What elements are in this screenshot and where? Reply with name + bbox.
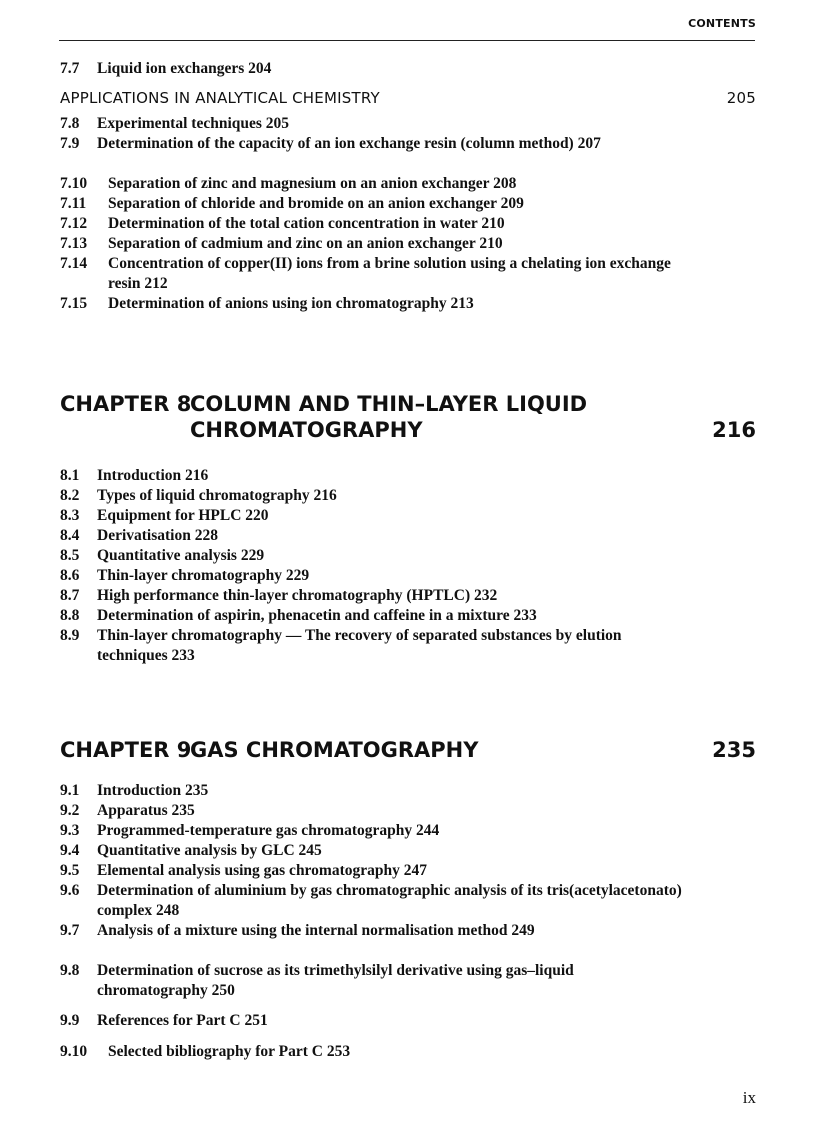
toc-entry-number: 9.4: [60, 842, 80, 859]
toc-entry-number: 9.5: [60, 862, 80, 879]
toc-entry-title: Determination of the total cation concentration in water 210: [108, 215, 505, 232]
toc-entry: [60, 294, 740, 314]
toc-entry-number: 7.11: [60, 195, 87, 212]
toc-entry: [60, 114, 740, 134]
toc-entry-title: Separation of cadmium and zinc on an anion exchanger 210: [108, 235, 503, 252]
toc-entry: [60, 194, 740, 214]
toc-entry: [60, 254, 680, 294]
toc-entry: [60, 921, 620, 941]
toc-entry: [60, 546, 740, 566]
toc-entry: [60, 134, 690, 154]
toc-entry: [60, 526, 740, 546]
toc-entry-number: 8.3: [60, 507, 80, 524]
page-number: ix: [742, 1088, 756, 1107]
toc-entry: [60, 841, 740, 861]
toc-entry-title: Thin-layer chromatography — The recovery of separated substances by elution techniques 233: [97, 627, 622, 664]
toc-entry: [60, 801, 740, 821]
toc-entry-number: 8.9: [60, 627, 80, 644]
toc-entry-title: Types of liquid chromatography 216: [97, 487, 337, 504]
toc-entry: [60, 486, 740, 506]
toc-entry-title: Introduction 216: [97, 467, 209, 484]
toc-entry-number: 8.1: [60, 467, 80, 484]
chapter-title: COLUMN AND THIN–LAYER LIQUID CHROMATOGRAPHY: [190, 392, 588, 442]
toc-entry-number: 8.5: [60, 547, 80, 564]
toc-entry-title: Concentration of copper(II) ions from a brine solution using a chelating ion exchange resin 212: [108, 255, 671, 292]
toc-entry-number: 7.8: [60, 115, 80, 132]
toc-entry: [60, 606, 740, 626]
section-heading: [60, 88, 756, 108]
toc-entry: [60, 1042, 740, 1062]
toc-entry-number: 9.6: [60, 882, 80, 899]
section-heading-page: 205: [726, 89, 756, 107]
toc-entry-title: Determination of sucrose as its trimethylsilyl derivative using gas–liquid chromatography 250: [97, 962, 574, 999]
toc-entry-title: Determination of aluminium by gas chromatographic analysis of its tris(acetylacetonato) complex 248: [97, 882, 682, 919]
toc-entry: [60, 881, 710, 921]
toc-entry: [60, 214, 740, 234]
toc-entry-number: 7.10: [60, 175, 88, 192]
toc-entry-title: References for Part C 251: [97, 1012, 268, 1029]
toc-entry-number: 7.14: [60, 255, 88, 272]
toc-entry-number: 9.10: [60, 1043, 88, 1060]
toc-entry: [60, 781, 740, 801]
toc-entry: [60, 586, 740, 606]
toc-entry-number: 9.7: [60, 922, 80, 939]
chapter-label: CHAPTER 9: [60, 738, 192, 762]
toc-entry-number: 8.2: [60, 487, 80, 504]
chapter-page: 216: [712, 418, 756, 442]
toc-entry: [60, 1011, 740, 1031]
toc-entry-number: 9.9: [60, 1012, 80, 1029]
toc-entry-number: 8.7: [60, 587, 80, 604]
chapter-heading: [60, 737, 756, 763]
toc-entry-title: Determination of anions using ion chromatography 213: [108, 295, 474, 312]
toc-entry-title: High performance thin-layer chromatography (HPTLC) 232: [97, 587, 498, 604]
chapter-title: GAS CHROMATOGRAPHY: [190, 738, 479, 762]
toc-entry-title: Quantitative analysis by GLC 245: [97, 842, 322, 859]
toc-entry-number: 7.9: [60, 135, 80, 152]
toc-entry-number: 7.12: [60, 215, 88, 232]
toc-entry-title: Elemental analysis using gas chromatography 247: [97, 862, 427, 879]
toc-entry-title: Analysis of a mixture using the internal normalisation method 249: [97, 922, 535, 939]
toc-entry-title: Introduction 235: [97, 782, 209, 799]
section-heading-title: APPLICATIONS IN ANALYTICAL CHEMISTRY: [60, 89, 380, 107]
toc-entry-title: Thin-layer chromatography 229: [97, 567, 310, 584]
toc-entry-title: Separation of zinc and magnesium on an anion exchanger 208: [108, 175, 517, 192]
toc-entry-number: 9.1: [60, 782, 80, 799]
toc-entry-number: 8.4: [60, 527, 80, 544]
toc-entry: [60, 466, 740, 486]
toc-entry-title: Apparatus 235: [97, 802, 195, 819]
toc-entry: [60, 506, 740, 526]
toc-entry: [60, 59, 740, 79]
toc-entry-title: Derivatisation 228: [97, 527, 218, 544]
chapter-label: CHAPTER 8: [60, 392, 192, 416]
toc-entry-title: Selected bibliography for Part C 253: [108, 1043, 351, 1060]
toc-entry-number: 8.8: [60, 607, 80, 624]
toc-entry-title: Programmed-temperature gas chromatography 244: [97, 822, 440, 839]
toc-entry-title: Separation of chloride and bromide on an anion exchanger 209: [108, 195, 524, 212]
toc-entry: [60, 861, 740, 881]
toc-entry-title: Determination of aspirin, phenacetin and caffeine in a mixture 233: [97, 607, 537, 624]
toc-entry: [60, 566, 740, 586]
chapter-page: 235: [712, 738, 756, 762]
toc-entry-number: 7.15: [60, 295, 88, 312]
toc-entry-number: 7.7: [60, 60, 80, 77]
toc-entry: [60, 821, 740, 841]
toc-entry-number: 9.8: [60, 962, 80, 979]
toc-entry: [60, 961, 660, 1001]
toc-entry-number: 9.2: [60, 802, 80, 819]
toc-entry-title: Experimental techniques 205: [97, 115, 290, 132]
toc-entry: [60, 234, 740, 254]
toc-entry-number: 7.13: [60, 235, 88, 252]
toc-entry-title: Quantitative analysis 229: [97, 547, 265, 564]
toc-entry: [60, 174, 740, 194]
toc-entry-title: Liquid ion exchangers 204: [97, 60, 272, 77]
toc-entry-title: Determination of the capacity of an ion exchange resin (column method) 207: [97, 135, 601, 152]
toc-entry-title: Equipment for HPLC 220: [97, 507, 269, 524]
toc-entry-number: 8.6: [60, 567, 80, 584]
header-rule: [59, 40, 755, 41]
chapter-heading: [60, 391, 756, 443]
toc-entry: [60, 626, 640, 666]
toc-entry-number: 9.3: [60, 822, 80, 839]
running-head: CONTENTS: [688, 17, 756, 30]
